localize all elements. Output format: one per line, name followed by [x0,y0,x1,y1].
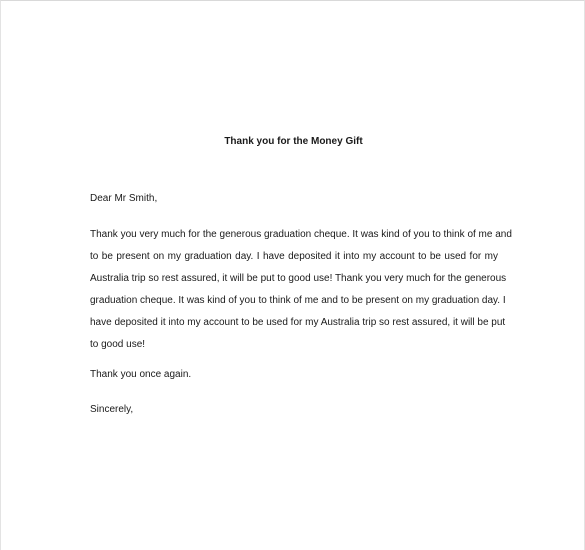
letter-title: Thank you for the Money Gift [224,136,363,147]
body-line: Thank you very much for the generous graduation cheque. It was kind of you to think of me and [90,229,512,240]
body-line: to good use! [90,339,146,350]
body-paragraph [90,224,512,356]
signoff: Sincerely, [90,404,134,415]
body-line: graduation cheque. It was kind of you to think of me and to be present on my graduation day. I [90,295,506,306]
body-line: have deposited it into my account to be used for my Australia trip so rest assured, it will be put [90,317,506,328]
closing-line: Thank you once again. [90,369,192,380]
salutation: Dear Mr Smith, [90,193,158,204]
body-line: to be present on my graduation day. I have deposited it into my account to be used for my [90,251,498,262]
body-line: Australia trip so rest assured, it will be put to good use! Thank you very much for the generous [90,273,507,284]
